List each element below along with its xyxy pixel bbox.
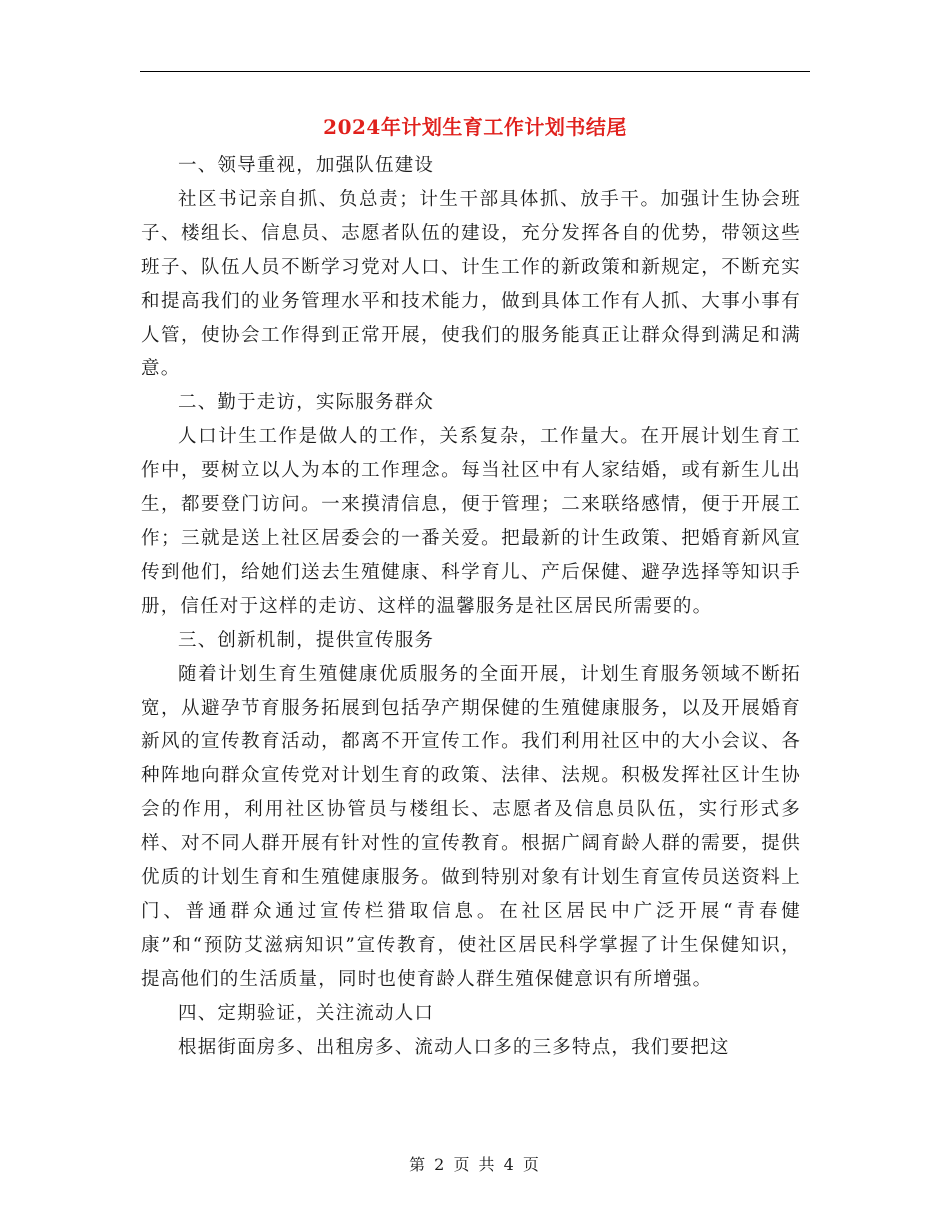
section-heading-2: 二、勤于走访，实际服务群众 [178, 392, 435, 414]
header-rule [140, 71, 810, 72]
body-paragraph-4: 根据街面房多、出租房多、流动人口多的三多特点，我们要把这 [178, 1036, 730, 1058]
body-paragraph-2: 人口计生工作是做人的工作，关系复杂，工作量大。在开展计划生育工作中，要树立以人为本的工作理念。每当社区中有人家结婚，或有新生儿出生，都要登门访问。一来摸清信息，便于管理；二来联络感情，便于开展工作；三就是送上社区居委会的一番关爱。把最新的计生政策、把婚育新风宣传到他们，给她们送去生殖健康、科学育儿、产后保健、避孕选择等知识手册，信任对于这样的走访、这样的温馨服务是社区居民所需要的。 [141, 426, 801, 617]
section-heading-4: 四、定期验证，关注流动人口 [178, 1002, 435, 1024]
section-heading-3: 三、创新机制，提供宣传服务 [178, 629, 435, 651]
body-paragraph-3: 随着计划生育生殖健康优质服务的全面开展，计划生育服务领域不断拓宽，从避孕节育服务拓展到包括孕产期保健的生殖健康服务，以及开展婚育新风的宣传教育活动，都离不开宣传工作。我们利用社区中的大小会议、各种阵地向群众宣传党对计划生育的政策、法律、法规。积极发挥社区计生协会的作用，利用社区协管员与楼组长、志愿者及信息员队伍，实行形式多样、对不同人群开展有针对性的宣传教育。根据广阔育龄人群的需要，提供优质的计划生育和生殖健康服务。做到特别对象有计划生育宣传员送资料上门、普通群众通过宣传栏猎取信息。在社区居民中广泛开展“青春健康”和“预防艾滋病知识”宣传教育，使社区居民科学掌握了计生保健知识，提高他们的生活质量，同时也使育龄人群生殖保健意识有所增强。 [141, 663, 801, 990]
body-paragraph-1: 社区书记亲自抓、负总责；计生干部具体抓、放手干。加强计生协会班子、楼组长、信息员、志愿者队伍的建设，充分发挥各自的优势，带领这些班子、队伍人员不断学习党对人口、计生工作的新政策和新规定，不断充实和提高我们的业务管理水平和技术能力，做到具体工作有人抓、大事小事有人管，使协会工作得到正常开展，使我们的服务能真正让群众得到满足和满意。 [141, 188, 801, 380]
page-number-footer: 第 2 页 共 4 页 [409, 1155, 541, 1174]
section-heading-1: 一、领导重视，加强队伍建设 [178, 155, 435, 176]
document-body [141, 149, 801, 1064]
document-title: 2024年计划生育工作计划书结尾 [323, 115, 627, 139]
